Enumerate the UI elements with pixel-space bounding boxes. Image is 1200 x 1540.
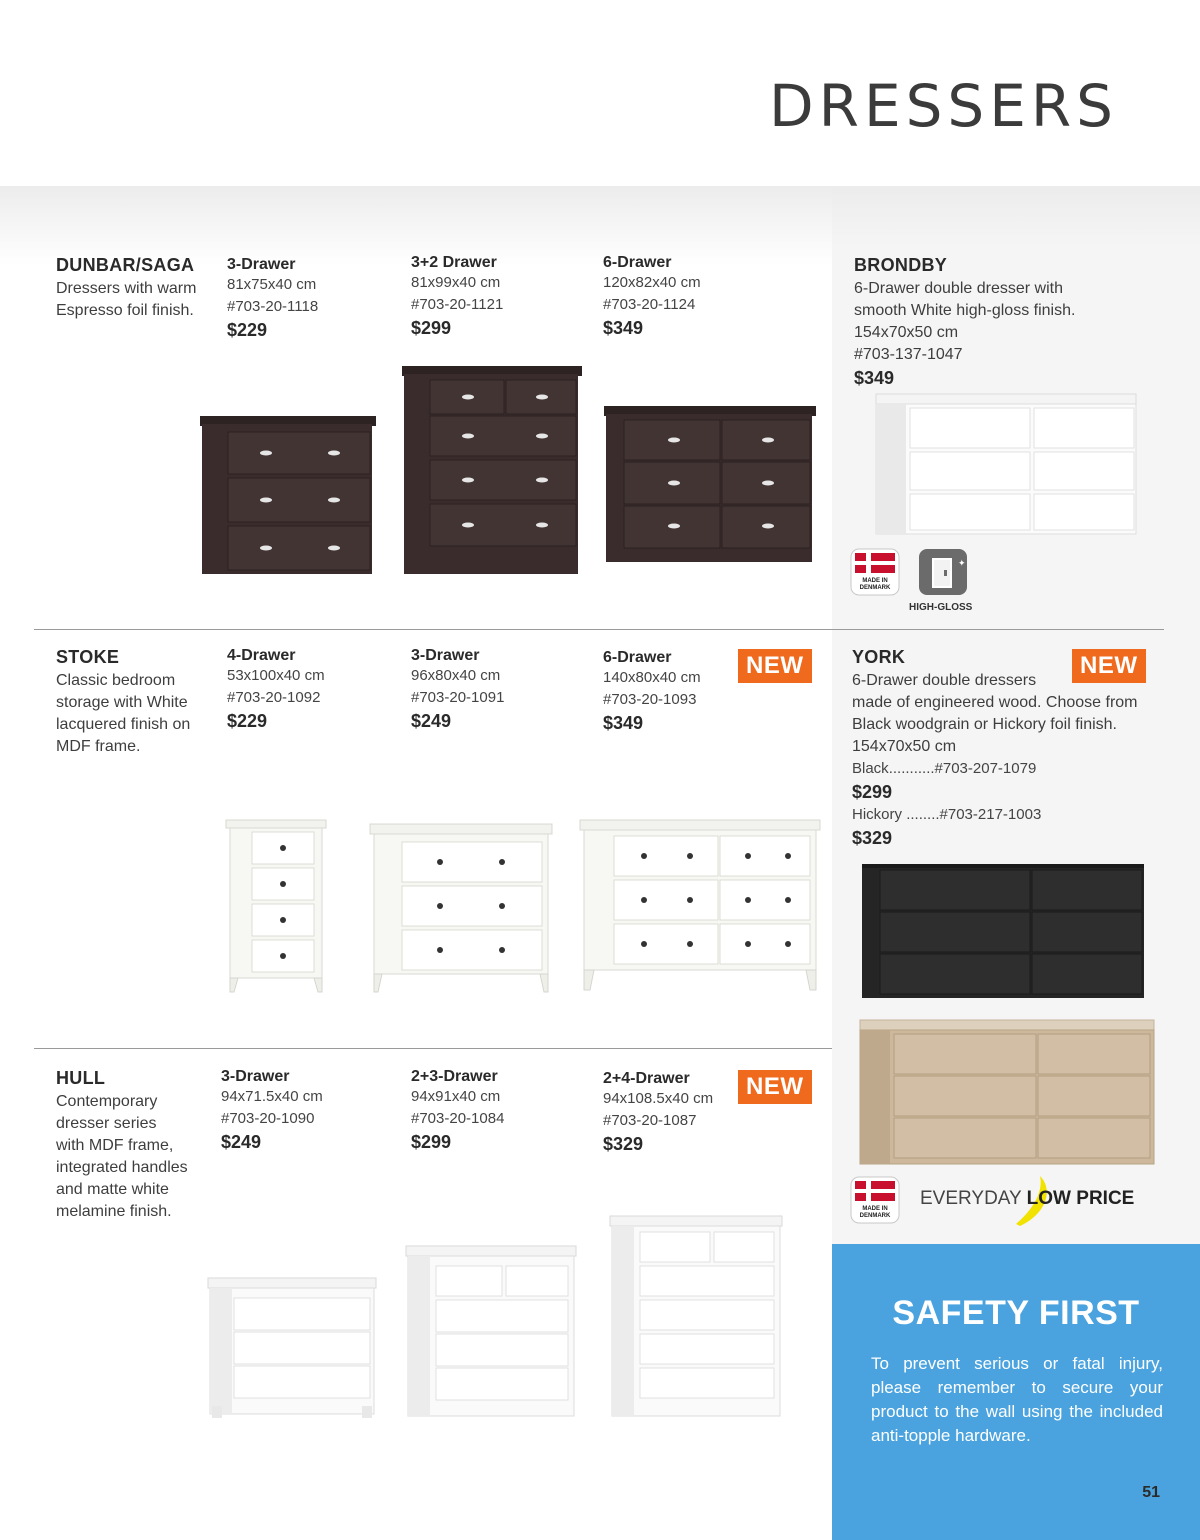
made-in-denmark-flag-icon: [850, 548, 902, 598]
price: $329: [603, 1134, 644, 1154]
svg-text:✦: ✦: [958, 558, 966, 568]
york-option-hickory: Hickory ........#703-217-1003: [852, 806, 1042, 823]
safety-title: SAFETY FIRST: [892, 1294, 1140, 1332]
stoke-variant-3: 6-Drawer 140x80x40 cm #703-20-1093 $349: [603, 649, 701, 733]
series-name: YORK: [852, 647, 906, 667]
york-black-dresser-image: [860, 862, 1146, 1000]
dunbar-variant-1: 3-Drawer 81x75x40 cm #703-20-1118 $229: [227, 256, 319, 340]
page-number: 51: [1142, 1484, 1160, 1501]
price: $299: [852, 782, 893, 802]
stoke-4-drawer-image: [224, 818, 328, 994]
price: $229: [227, 711, 268, 731]
dunbar-6-drawer-image: [602, 404, 818, 566]
high-gloss-label: HIGH-GLOSS: [909, 602, 973, 613]
series-name: DUNBAR/SAGA: [56, 255, 195, 275]
stoke-6-drawer-image: [578, 818, 822, 992]
series-description: Classic bedroom storage with White lacquered finish on MDF frame.: [56, 672, 191, 755]
new-badge: NEW: [738, 649, 812, 683]
dunbar-3-drawer-image: [198, 412, 378, 580]
series-name: HULL: [56, 1068, 106, 1088]
york-option-black: Black...........#703-207-1079: [852, 760, 1037, 777]
price: $329: [852, 828, 893, 848]
brondby-dresser-image: [874, 392, 1138, 538]
divider: [34, 1048, 832, 1049]
made-in-denmark-flag-icon: [850, 1176, 902, 1226]
safety-text: To prevent serious or fatal injury, please remember to secure your product to the wall using the included anti-topple hardware.: [871, 1354, 1163, 1445]
stoke-variant-2: 3-Drawer 96x80x40 cm #703-20-1091 $249: [411, 647, 505, 731]
high-gloss-icon: [918, 548, 970, 598]
stoke-3-drawer-image: [368, 822, 554, 994]
hull-2-3-drawer-image: [404, 1244, 578, 1420]
new-badge: NEW: [1072, 649, 1146, 683]
series-name: BRONDBY: [854, 255, 948, 275]
series-description: Contemporary dresser series with MDF frame, integrated handles and matte white melamine finish.: [56, 1093, 188, 1220]
stoke-series: [56, 647, 216, 758]
york-hickory-dresser-image: [858, 1018, 1156, 1168]
dunbar-variant-2: 3+2 Drawer 81x99x40 cm #703-20-1121 $299: [411, 254, 504, 338]
price: $349: [603, 318, 644, 338]
svg-text:MADE IN: MADE IN: [862, 578, 888, 584]
series-description: 6-Drawer double dressers made of engineered wood. Choose from Black woodgrain or Hickory foil finish. 154x70x50 cm: [852, 672, 1138, 755]
series-description: 6-Drawer double dresser with smooth White high-gloss finish. 154x70x50 cm #703-137-1047: [854, 280, 1076, 363]
brondby-series: [854, 255, 1164, 390]
price: $229: [227, 320, 268, 340]
hull-variant-3: 2+4-Drawer 94x108.5x40 cm #703-20-1087 $329: [603, 1070, 714, 1154]
dunbar-variant-3: 6-Drawer 120x82x40 cm #703-20-1124 $349: [603, 254, 701, 338]
hull-series: [56, 1068, 216, 1223]
price: $299: [411, 1132, 452, 1152]
series-name: STOKE: [56, 647, 120, 667]
price: $249: [221, 1132, 262, 1152]
series-description: Dressers with warm Espresso foil finish.: [56, 280, 197, 319]
dunbar-series: [56, 255, 216, 322]
divider: [34, 629, 1164, 630]
price: $249: [411, 711, 452, 731]
new-badge: NEW: [738, 1070, 812, 1104]
everyday-low-price-label: EVERYDAY LOW PRICE: [920, 1188, 1135, 1209]
dunbar-3-2-drawer-image: [400, 364, 584, 578]
svg-text:DENMARK: DENMARK: [859, 585, 891, 591]
svg-text:MADE IN: MADE IN: [862, 1206, 888, 1212]
svg-text:DENMARK: DENMARK: [859, 1213, 891, 1219]
price: $349: [603, 713, 644, 733]
price: $299: [411, 318, 452, 338]
hull-variant-2: 2+3-Drawer 94x91x40 cm #703-20-1084 $299: [411, 1068, 505, 1152]
stoke-variant-1: 4-Drawer 53x100x40 cm #703-20-1092 $229: [227, 647, 325, 731]
page-title: DRESSERS: [768, 72, 1118, 140]
hull-2-4-drawer-image: [608, 1214, 784, 1420]
hull-variant-1: 3-Drawer 94x71.5x40 cm #703-20-1090 $249: [221, 1068, 323, 1152]
hull-3-drawer-image: [206, 1276, 378, 1420]
price: $349: [854, 368, 895, 388]
